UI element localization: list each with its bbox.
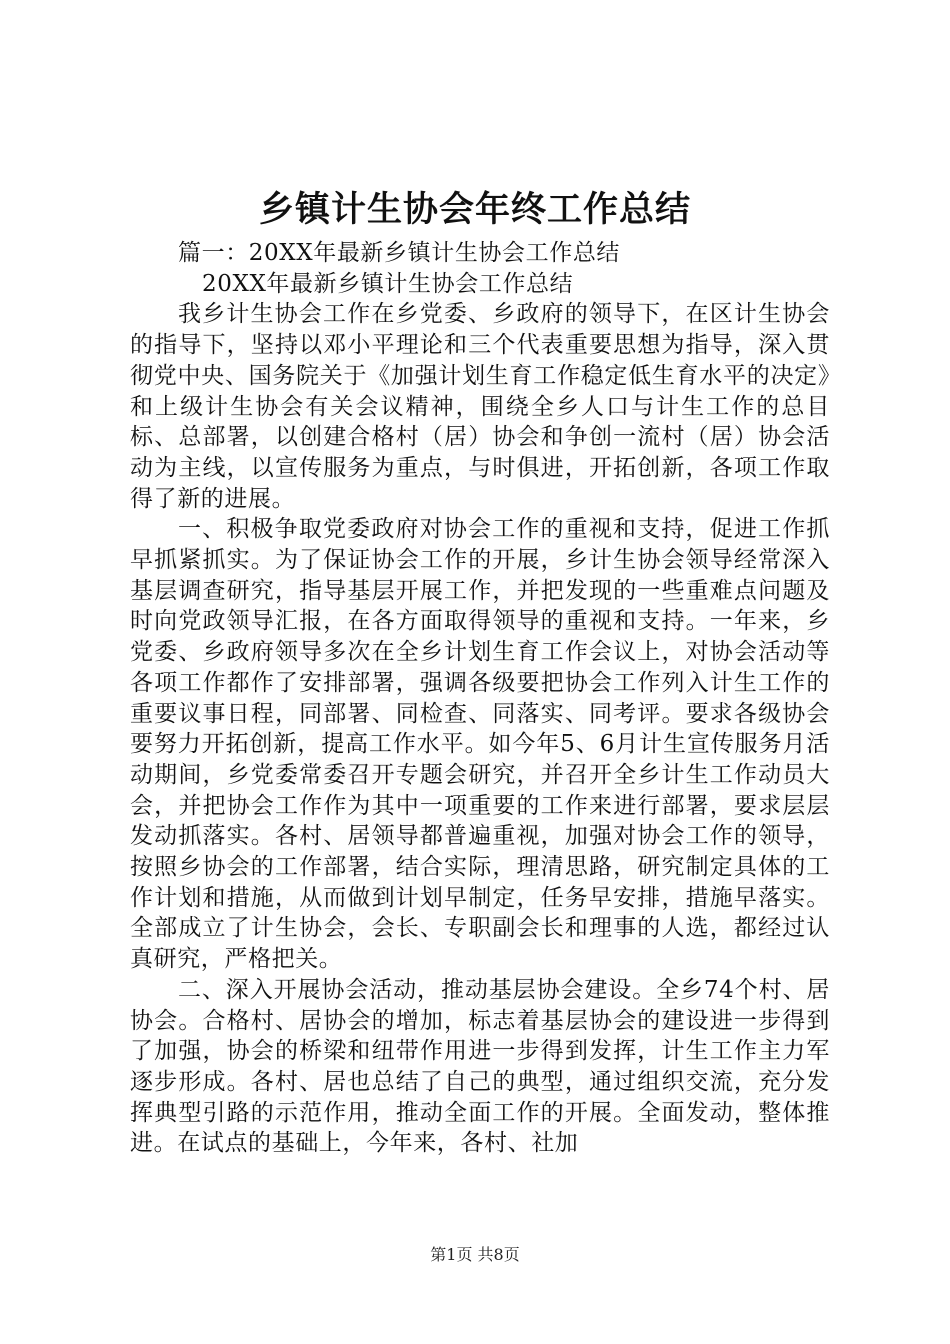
- section-heading: 篇一：20XX年最新乡镇计生协会工作总结: [178, 240, 621, 266]
- document-body: [130, 238, 830, 1159]
- subtitle: 20XX年最新乡镇计生协会工作总结: [202, 270, 574, 297]
- page-footer: 第1页 共8页: [430, 1245, 520, 1264]
- paragraph: 我乡计生协会工作在乡党委、乡政府的领导下，在区计生协会的指导下，坚持以邓小平理论和三个代表重要思想为指导，深入贯彻党中央、国务院关于《加强计划生育工作稳定低生育水平的决定》和上级计生协会有关会议精神，围绕全乡人口与计生工作的总目标、总部署，以创建合格村（居）协会和争创一流村（居）协会活动为主线，以宣传服务为重点，与时俱进，开拓创新，各项工作取得了新的进展。: [130, 301, 830, 512]
- document-title: 乡镇计生协会年终工作总结: [258, 189, 691, 230]
- paragraph: 一、积极争取党委政府对协会工作的重视和支持，促进工作抓早抓紧抓实。为了保证协会工作的开展，乡计生协会领导经常深入基层调查研究，指导基层开展工作，并把发现的一些重难点问题及时向党政领导汇报，在各方面取得领导的重视和支持。一年来，乡党委、乡政府领导多次在全乡计划生育工作会议上，对协会活动等各项工作都作了安排部署，强调各级要把协会工作列入计生工作的重要议事日程，同部署、同检查、同落实、同考评。要求各级协会要努力开拓创新，提高工作水平。如今年5、6月计生宣传服务月活动期间，乡党委常委召开专题会研究，并召开全乡计生工作动员大会，并把协会工作作为其中一项重要的工作来进行部署，要求层层发动抓落实。各村、居领导都普遍重视，加强对协会工作的领导，按照乡协会的工作部署，结合实际，理清思路，研究制定具体的工作计划和措施，从而做到计划早制定，任务早安排，措施早落实。全部成立了计生协会，会长、专职副会长和理事的人选，都经过认真研究，严格把关。: [130, 516, 830, 973]
- paragraph: 二、深入开展协会活动，推动基层协会建设。全乡74个村、居协会。合格村、居协会的增加，标志着基层协会的建设进一步得到了加强，协会的桥梁和纽带作用进一步得到发挥，计生工作主力军逐步形成。各村、居也总结了自己的典型，通过组织交流，充分发挥典型引路的示范作用，推动全面工作的开展。全面发动，整体推进。在试点的基础上，今年来，各村、社加: [130, 976, 830, 1157]
